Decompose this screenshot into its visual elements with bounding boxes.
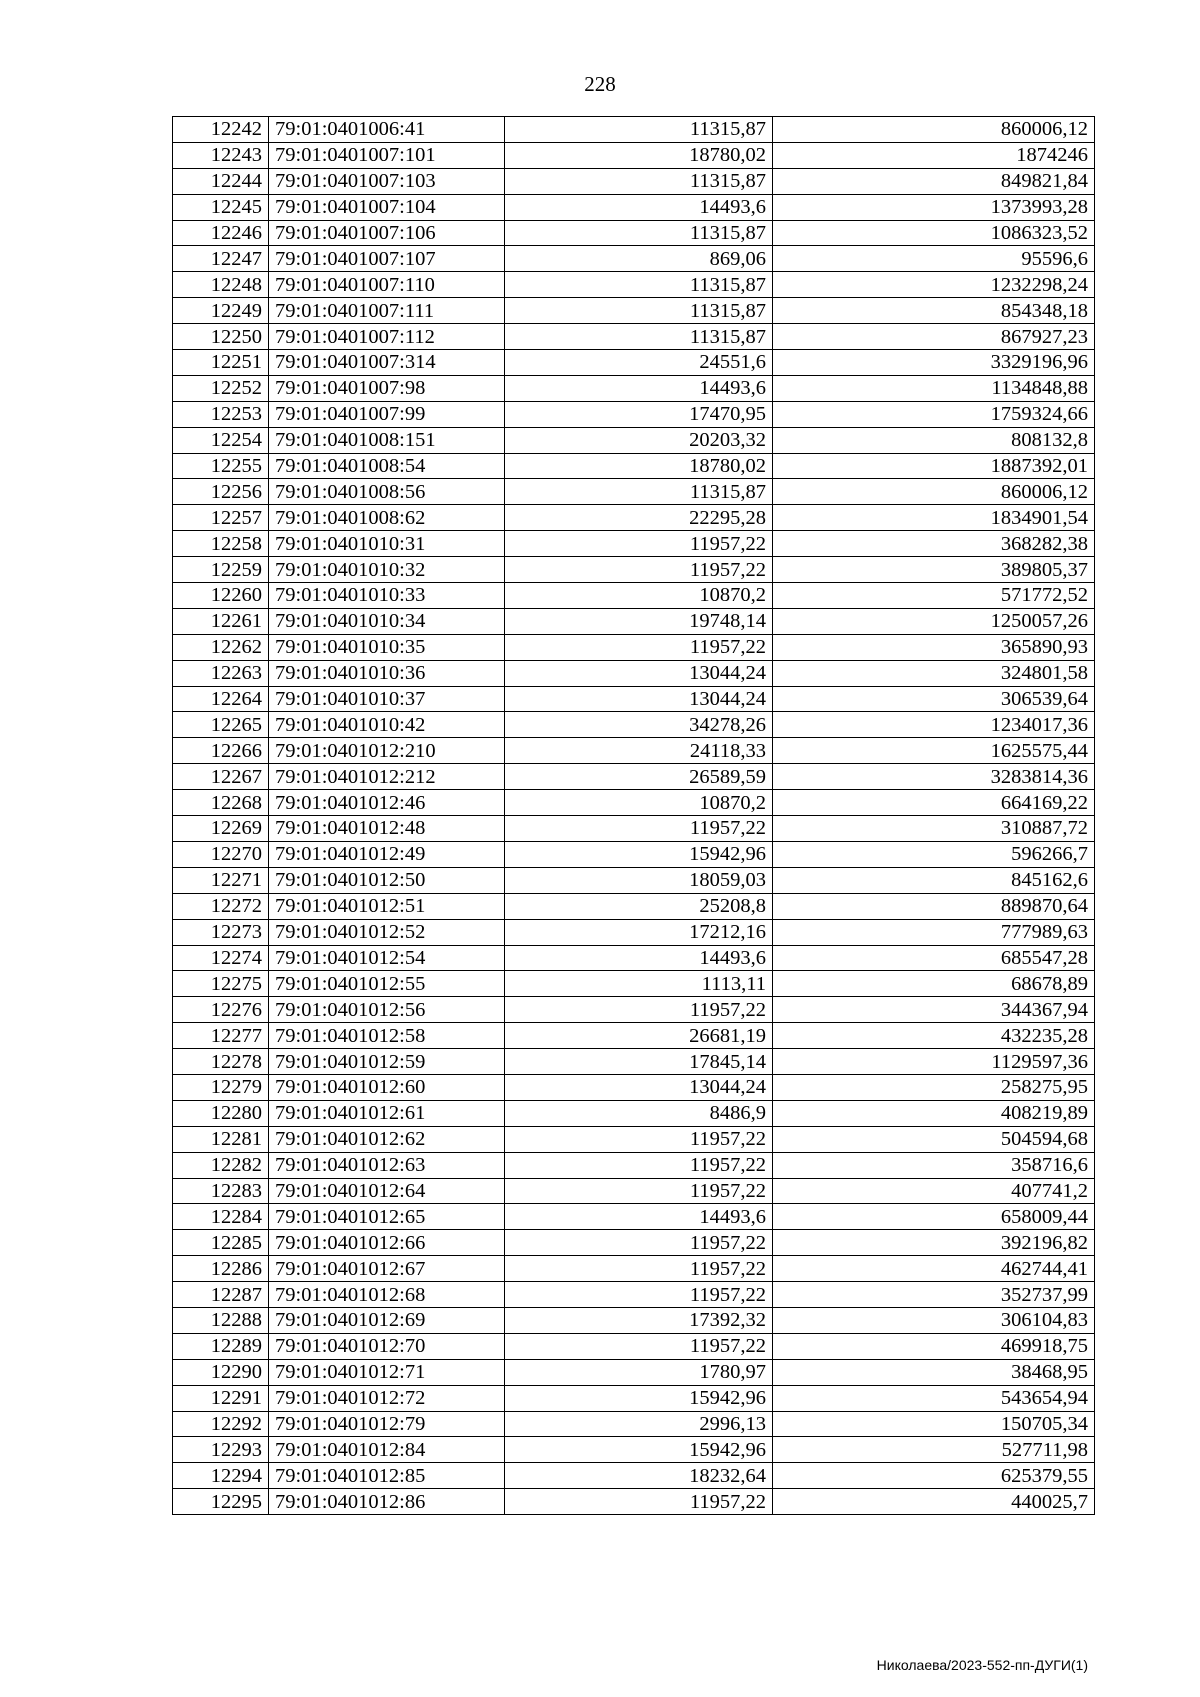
cadastral-number-cell: 79:01:0401012:86: [269, 1489, 505, 1515]
cadastral-number-cell: 79:01:0401007:103: [269, 168, 505, 194]
cadastral-number-cell: 79:01:0401012:68: [269, 1282, 505, 1308]
table-row: [173, 945, 1095, 971]
area-cell: 11957,22: [505, 1333, 773, 1359]
row-number-cell: 12283: [173, 1178, 269, 1204]
cadastral-number-cell: 79:01:0401007:111: [269, 298, 505, 324]
table-row: [173, 790, 1095, 816]
row-number-cell: 12281: [173, 1126, 269, 1152]
row-number-cell: 12257: [173, 505, 269, 531]
cadastral-number-cell: 79:01:0401007:99: [269, 401, 505, 427]
value-cell: 658009,44: [773, 1204, 1095, 1230]
value-cell: 1373993,28: [773, 194, 1095, 220]
row-number-cell: 12268: [173, 790, 269, 816]
row-number-cell: 12270: [173, 841, 269, 867]
cadastral-number-cell: 79:01:0401012:51: [269, 893, 505, 919]
row-number-cell: 12291: [173, 1385, 269, 1411]
row-number-cell: 12248: [173, 272, 269, 298]
area-cell: 13044,24: [505, 660, 773, 686]
row-number-cell: 12282: [173, 1152, 269, 1178]
table-row: [173, 1385, 1095, 1411]
cadastral-number-cell: 79:01:0401007:98: [269, 375, 505, 401]
row-number-cell: 12293: [173, 1437, 269, 1463]
area-cell: 18780,02: [505, 453, 773, 479]
area-cell: 18232,64: [505, 1463, 773, 1489]
table-row: [173, 1204, 1095, 1230]
area-cell: 11315,87: [505, 272, 773, 298]
row-number-cell: 12284: [173, 1204, 269, 1230]
cadastral-number-cell: 79:01:0401012:56: [269, 997, 505, 1023]
table-row: [173, 686, 1095, 712]
area-cell: 11957,22: [505, 1152, 773, 1178]
row-number-cell: 12287: [173, 1282, 269, 1308]
table-row: [173, 738, 1095, 764]
table-row: [173, 272, 1095, 298]
cadastral-number-cell: 79:01:0401008:56: [269, 479, 505, 505]
cadastral-number-cell: 79:01:0401010:32: [269, 557, 505, 583]
value-cell: 38468,95: [773, 1359, 1095, 1385]
value-cell: 860006,12: [773, 479, 1095, 505]
area-cell: 11315,87: [505, 479, 773, 505]
area-cell: 14493,6: [505, 945, 773, 971]
area-cell: 15942,96: [505, 841, 773, 867]
row-number-cell: 12276: [173, 997, 269, 1023]
cadastral-number-cell: 79:01:0401012:63: [269, 1152, 505, 1178]
row-number-cell: 12259: [173, 557, 269, 583]
table-row: [173, 997, 1095, 1023]
area-cell: 11315,87: [505, 220, 773, 246]
area-cell: 15942,96: [505, 1385, 773, 1411]
cadastral-number-cell: 79:01:0401010:36: [269, 660, 505, 686]
table-row: [173, 1359, 1095, 1385]
table-body: [173, 117, 1095, 1515]
value-cell: 1834901,54: [773, 505, 1095, 531]
row-number-cell: 12262: [173, 634, 269, 660]
area-cell: 11315,87: [505, 168, 773, 194]
table-row: [173, 117, 1095, 143]
row-number-cell: 12243: [173, 142, 269, 168]
cadastral-number-cell: 79:01:0401012:212: [269, 764, 505, 790]
table-row: [173, 375, 1095, 401]
cadastral-number-cell: 79:01:0401007:101: [269, 142, 505, 168]
value-cell: 344367,94: [773, 997, 1095, 1023]
cadastral-number-cell: 79:01:0401010:34: [269, 608, 505, 634]
area-cell: 18059,03: [505, 867, 773, 893]
cadastral-number-cell: 79:01:0401012:48: [269, 816, 505, 842]
cadastral-number-cell: 79:01:0401012:85: [269, 1463, 505, 1489]
table-row: [173, 324, 1095, 350]
area-cell: 11957,22: [505, 1178, 773, 1204]
value-cell: 258275,95: [773, 1074, 1095, 1100]
row-number-cell: 12261: [173, 608, 269, 634]
area-cell: 24118,33: [505, 738, 773, 764]
cadastral-number-cell: 79:01:0401012:64: [269, 1178, 505, 1204]
cadastral-number-cell: 79:01:0401010:37: [269, 686, 505, 712]
table-row: [173, 1463, 1095, 1489]
cadastral-number-cell: 79:01:0401007:110: [269, 272, 505, 298]
row-number-cell: 12278: [173, 1049, 269, 1075]
value-cell: 543654,94: [773, 1385, 1095, 1411]
area-cell: 19748,14: [505, 608, 773, 634]
area-cell: 14493,6: [505, 375, 773, 401]
table-row: [173, 712, 1095, 738]
table-row: [173, 1100, 1095, 1126]
table-row: [173, 479, 1095, 505]
row-number-cell: 12251: [173, 350, 269, 376]
table-row: [173, 1256, 1095, 1282]
row-number-cell: 12255: [173, 453, 269, 479]
row-number-cell: 12244: [173, 168, 269, 194]
cadastral-number-cell: 79:01:0401012:210: [269, 738, 505, 764]
table-row: [173, 350, 1095, 376]
cadastral-number-cell: 79:01:0401008:151: [269, 427, 505, 453]
table-row: [173, 298, 1095, 324]
value-cell: 3283814,36: [773, 764, 1095, 790]
cadastral-number-cell: 79:01:0401012:52: [269, 919, 505, 945]
table-row: [173, 1307, 1095, 1333]
area-cell: 34278,26: [505, 712, 773, 738]
row-number-cell: 12260: [173, 583, 269, 609]
area-cell: 2996,13: [505, 1411, 773, 1437]
row-number-cell: 12275: [173, 971, 269, 997]
table-row: [173, 1230, 1095, 1256]
table-row: [173, 1178, 1095, 1204]
value-cell: 408219,89: [773, 1100, 1095, 1126]
value-cell: 849821,84: [773, 168, 1095, 194]
cadastral-number-cell: 79:01:0401006:41: [269, 117, 505, 143]
table-row: [173, 608, 1095, 634]
value-cell: 469918,75: [773, 1333, 1095, 1359]
table-row: [173, 557, 1095, 583]
cadastral-number-cell: 79:01:0401012:50: [269, 867, 505, 893]
row-number-cell: 12249: [173, 298, 269, 324]
row-number-cell: 12253: [173, 401, 269, 427]
row-number-cell: 12271: [173, 867, 269, 893]
value-cell: 306104,83: [773, 1307, 1095, 1333]
value-cell: 365890,93: [773, 634, 1095, 660]
cadastral-number-cell: 79:01:0401012:49: [269, 841, 505, 867]
value-cell: 860006,12: [773, 117, 1095, 143]
cadastral-number-cell: 79:01:0401008:62: [269, 505, 505, 531]
table-row: [173, 634, 1095, 660]
row-number-cell: 12273: [173, 919, 269, 945]
document-footer: Николаева/2023-552-пп-ДУГИ(1): [876, 1657, 1088, 1673]
table-row: [173, 531, 1095, 557]
value-cell: 3329196,96: [773, 350, 1095, 376]
area-cell: 11315,87: [505, 298, 773, 324]
cadastral-number-cell: 79:01:0401012:62: [269, 1126, 505, 1152]
table-row: [173, 1074, 1095, 1100]
cadastral-number-cell: 79:01:0401010:35: [269, 634, 505, 660]
value-cell: 1250057,26: [773, 608, 1095, 634]
area-cell: 15942,96: [505, 1437, 773, 1463]
row-number-cell: 12288: [173, 1307, 269, 1333]
area-cell: 8486,9: [505, 1100, 773, 1126]
area-cell: 11315,87: [505, 324, 773, 350]
cadastral-number-cell: 79:01:0401012:66: [269, 1230, 505, 1256]
value-cell: 1874246: [773, 142, 1095, 168]
area-cell: 26589,59: [505, 764, 773, 790]
area-cell: 11957,22: [505, 634, 773, 660]
area-cell: 18780,02: [505, 142, 773, 168]
area-cell: 11957,22: [505, 1489, 773, 1515]
value-cell: 407741,2: [773, 1178, 1095, 1204]
area-cell: 25208,8: [505, 893, 773, 919]
table-row: [173, 816, 1095, 842]
table-row: [173, 1282, 1095, 1308]
table-row: [173, 841, 1095, 867]
value-cell: 324801,58: [773, 660, 1095, 686]
value-cell: 389805,37: [773, 557, 1095, 583]
table-row: [173, 1049, 1095, 1075]
value-cell: 150705,34: [773, 1411, 1095, 1437]
cadastral-number-cell: 79:01:0401012:55: [269, 971, 505, 997]
value-cell: 95596,6: [773, 246, 1095, 272]
value-cell: 504594,68: [773, 1126, 1095, 1152]
area-cell: 13044,24: [505, 686, 773, 712]
cadastral-number-cell: 79:01:0401007:112: [269, 324, 505, 350]
row-number-cell: 12269: [173, 816, 269, 842]
value-cell: 1134848,88: [773, 375, 1095, 401]
row-number-cell: 12264: [173, 686, 269, 712]
row-number-cell: 12277: [173, 1023, 269, 1049]
cadastral-number-cell: 79:01:0401012:84: [269, 1437, 505, 1463]
row-number-cell: 12256: [173, 479, 269, 505]
value-cell: 352737,99: [773, 1282, 1095, 1308]
area-cell: 11957,22: [505, 557, 773, 583]
row-number-cell: 12267: [173, 764, 269, 790]
table-row: [173, 1333, 1095, 1359]
cadastral-number-cell: 79:01:0401007:104: [269, 194, 505, 220]
table-row: [173, 401, 1095, 427]
value-cell: 889870,64: [773, 893, 1095, 919]
cadastral-number-cell: 79:01:0401012:69: [269, 1307, 505, 1333]
value-cell: 358716,6: [773, 1152, 1095, 1178]
cadastral-number-cell: 79:01:0401012:72: [269, 1385, 505, 1411]
row-number-cell: 12265: [173, 712, 269, 738]
row-number-cell: 12289: [173, 1333, 269, 1359]
cadastral-number-cell: 79:01:0401010:33: [269, 583, 505, 609]
value-cell: 462744,41: [773, 1256, 1095, 1282]
value-cell: 571772,52: [773, 583, 1095, 609]
area-cell: 17845,14: [505, 1049, 773, 1075]
page-number: 228: [584, 72, 616, 96]
value-cell: 440025,7: [773, 1489, 1095, 1515]
table-row: [173, 427, 1095, 453]
table-row: [173, 660, 1095, 686]
area-cell: 11957,22: [505, 1282, 773, 1308]
area-cell: 14493,6: [505, 194, 773, 220]
row-number-cell: 12294: [173, 1463, 269, 1489]
cadastral-number-cell: 79:01:0401010:31: [269, 531, 505, 557]
area-cell: 13044,24: [505, 1074, 773, 1100]
value-cell: 1086323,52: [773, 220, 1095, 246]
area-cell: 26681,19: [505, 1023, 773, 1049]
area-cell: 1780,97: [505, 1359, 773, 1385]
row-number-cell: 12286: [173, 1256, 269, 1282]
value-cell: 310887,72: [773, 816, 1095, 842]
cadastral-number-cell: 79:01:0401012:59: [269, 1049, 505, 1075]
row-number-cell: 12247: [173, 246, 269, 272]
value-cell: 625379,55: [773, 1463, 1095, 1489]
area-cell: 22295,28: [505, 505, 773, 531]
table-row: [173, 1489, 1095, 1515]
table-row: [173, 867, 1095, 893]
value-cell: 845162,6: [773, 867, 1095, 893]
value-cell: 808132,8: [773, 427, 1095, 453]
area-cell: 17212,16: [505, 919, 773, 945]
table-row: [173, 1437, 1095, 1463]
cadastral-number-cell: 79:01:0401012:54: [269, 945, 505, 971]
value-cell: 854348,18: [773, 298, 1095, 324]
cadastral-number-cell: 79:01:0401008:54: [269, 453, 505, 479]
table-row: [173, 453, 1095, 479]
area-cell: 14493,6: [505, 1204, 773, 1230]
value-cell: 1625575,44: [773, 738, 1095, 764]
row-number-cell: 12250: [173, 324, 269, 350]
area-cell: 20203,32: [505, 427, 773, 453]
table-row: [173, 246, 1095, 272]
cadastral-number-cell: 79:01:0401012:79: [269, 1411, 505, 1437]
area-cell: 11957,22: [505, 1126, 773, 1152]
area-cell: 1113,11: [505, 971, 773, 997]
row-number-cell: 12285: [173, 1230, 269, 1256]
cadastral-number-cell: 79:01:0401012:67: [269, 1256, 505, 1282]
row-number-cell: 12272: [173, 893, 269, 919]
table-row: [173, 764, 1095, 790]
cadastral-table: [172, 116, 1095, 1515]
row-number-cell: 12292: [173, 1411, 269, 1437]
value-cell: 685547,28: [773, 945, 1095, 971]
table-row: [173, 893, 1095, 919]
table-row: [173, 583, 1095, 609]
table-row: [173, 220, 1095, 246]
value-cell: 306539,64: [773, 686, 1095, 712]
row-number-cell: 12242: [173, 117, 269, 143]
value-cell: 777989,63: [773, 919, 1095, 945]
cadastral-number-cell: 79:01:0401007:106: [269, 220, 505, 246]
row-number-cell: 12258: [173, 531, 269, 557]
value-cell: 596266,7: [773, 841, 1095, 867]
value-cell: 664169,22: [773, 790, 1095, 816]
row-number-cell: 12274: [173, 945, 269, 971]
row-number-cell: 12245: [173, 194, 269, 220]
area-cell: 10870,2: [505, 790, 773, 816]
area-cell: 11957,22: [505, 1256, 773, 1282]
area-cell: 11315,87: [505, 117, 773, 143]
table-row: [173, 168, 1095, 194]
area-cell: 11957,22: [505, 816, 773, 842]
table-row: [173, 142, 1095, 168]
cadastral-number-cell: 79:01:0401007:107: [269, 246, 505, 272]
table-row: [173, 971, 1095, 997]
row-number-cell: 12252: [173, 375, 269, 401]
row-number-cell: 12266: [173, 738, 269, 764]
value-cell: 527711,98: [773, 1437, 1095, 1463]
area-cell: 24551,6: [505, 350, 773, 376]
value-cell: 1129597,36: [773, 1049, 1095, 1075]
area-cell: 11957,22: [505, 1230, 773, 1256]
value-cell: 1234017,36: [773, 712, 1095, 738]
area-cell: 10870,2: [505, 583, 773, 609]
cadastral-number-cell: 79:01:0401012:65: [269, 1204, 505, 1230]
area-cell: 869,06: [505, 246, 773, 272]
row-number-cell: 12279: [173, 1074, 269, 1100]
table-row: [173, 1126, 1095, 1152]
cadastral-number-cell: 79:01:0401012:71: [269, 1359, 505, 1385]
area-cell: 17392,32: [505, 1307, 773, 1333]
value-cell: 1887392,01: [773, 453, 1095, 479]
table-row: [173, 194, 1095, 220]
cadastral-number-cell: 79:01:0401007:314: [269, 350, 505, 376]
cadastral-number-cell: 79:01:0401012:70: [269, 1333, 505, 1359]
value-cell: 432235,28: [773, 1023, 1095, 1049]
value-cell: 392196,82: [773, 1230, 1095, 1256]
area-cell: 11957,22: [505, 997, 773, 1023]
value-cell: 867927,23: [773, 324, 1095, 350]
table-row: [173, 1411, 1095, 1437]
cadastral-number-cell: 79:01:0401012:61: [269, 1100, 505, 1126]
table-row: [173, 919, 1095, 945]
area-cell: 17470,95: [505, 401, 773, 427]
table-row: [173, 1023, 1095, 1049]
cadastral-number-cell: 79:01:0401012:46: [269, 790, 505, 816]
row-number-cell: 12280: [173, 1100, 269, 1126]
value-cell: 68678,89: [773, 971, 1095, 997]
value-cell: 1759324,66: [773, 401, 1095, 427]
value-cell: 368282,38: [773, 531, 1095, 557]
row-number-cell: 12246: [173, 220, 269, 246]
row-number-cell: 12290: [173, 1359, 269, 1385]
area-cell: 11957,22: [505, 531, 773, 557]
row-number-cell: 12254: [173, 427, 269, 453]
cadastral-number-cell: 79:01:0401012:60: [269, 1074, 505, 1100]
cadastral-number-cell: 79:01:0401010:42: [269, 712, 505, 738]
value-cell: 1232298,24: [773, 272, 1095, 298]
table-row: [173, 505, 1095, 531]
table-row: [173, 1152, 1095, 1178]
row-number-cell: 12295: [173, 1489, 269, 1515]
row-number-cell: 12263: [173, 660, 269, 686]
cadastral-number-cell: 79:01:0401012:58: [269, 1023, 505, 1049]
